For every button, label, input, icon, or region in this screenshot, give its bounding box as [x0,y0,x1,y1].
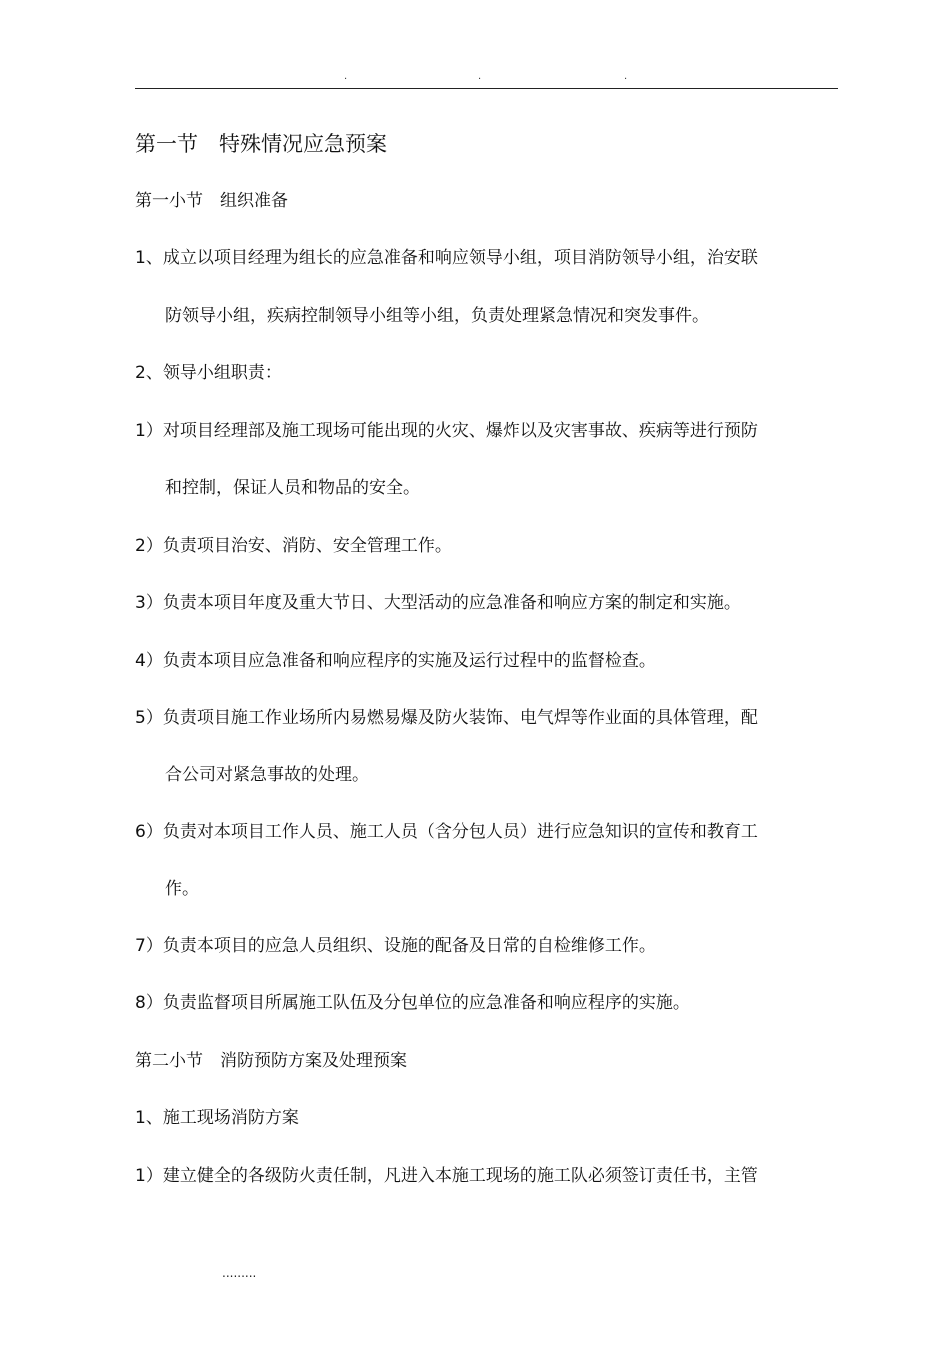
paragraph-line: 1）对项目经理部及施工现场可能出现的火灾、爆炸以及灾害事故、疾病等进行预防 [135,421,758,441]
paragraph-line: 1、成立以项目经理为组长的应急准备和响应领导小组，项目消防领导小组，治安联 [135,248,758,268]
header-mark: . [344,71,348,82]
paragraph-line: 3）负责本项目年度及重大节日、大型活动的应急准备和响应方案的制定和实施。 [135,593,741,613]
footer-dots: ......... [222,1266,257,1280]
subsection-title: 第二小节 消防预防方案及处理预案 [135,1051,407,1071]
subsection-title: 第一小节 组织准备 [135,191,288,211]
paragraph-line: 8）负责监督项目所属施工队伍及分包单位的应急准备和响应程序的实施。 [135,993,690,1013]
paragraph-line: 合公司对紧急事故的处理。 [165,765,369,785]
paragraph-line: 7）负责本项目的应急人员组织、设施的配备及日常的自检维修工作。 [135,936,656,956]
paragraph-line: 1、施工现场消防方案 [135,1108,299,1128]
paragraph-line: 2）负责项目治安、消防、安全管理工作。 [135,536,452,556]
header-dots [0,72,950,84]
header-mark: . [478,71,482,82]
section-title: 第一节 特殊情况应急预案 [135,132,387,156]
paragraph-line: 防领导小组，疾病控制领导小组等小组，负责处理紧急情况和突发事件。 [165,306,709,326]
paragraph-line: 6）负责对本项目工作人员、施工人员（含分包人员）进行应急知识的宣传和教育工 [135,822,758,842]
header-mark: . [624,71,628,82]
header-rule [135,88,838,89]
paragraph-line: 1）建立健全的各级防火责任制，凡进入本施工现场的施工队必须签订责任书，主管 [135,1166,758,1186]
paragraph-line: 5）负责项目施工作业场所内易燃易爆及防火装饰、电气焊等作业面的具体管理，配 [135,708,758,728]
paragraph-line: 4）负责本项目应急准备和响应程序的实施及运行过程中的监督检查。 [135,651,656,671]
paragraph-line: 作。 [165,879,199,899]
paragraph-line: 和控制，保证人员和物品的安全。 [165,478,420,498]
paragraph-line: 2、领导小组职责： [135,363,282,383]
